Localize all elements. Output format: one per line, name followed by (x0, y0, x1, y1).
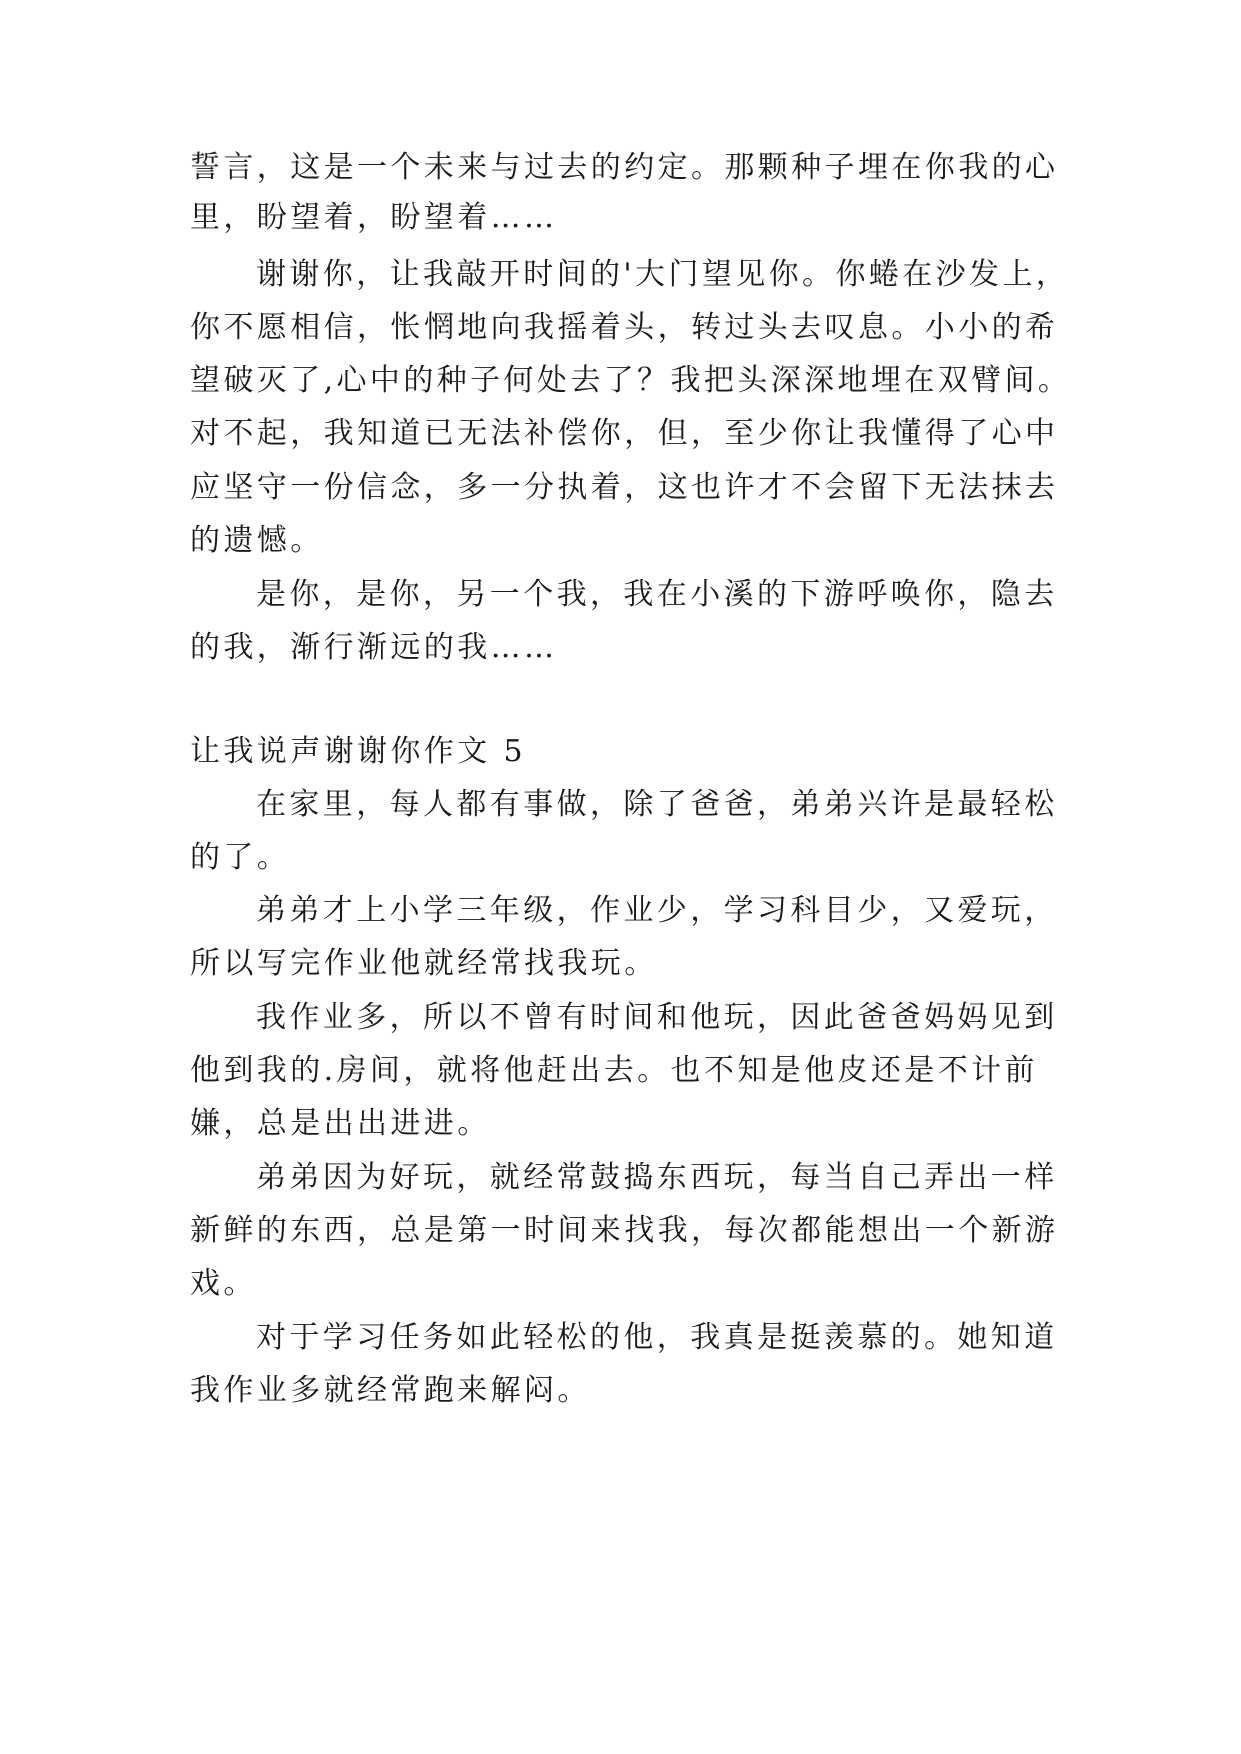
paragraph-line: 新鲜的东西，总是第一时间来找我，每次都能想出一个新游 (190, 1213, 1059, 1248)
paragraph-line: 你不愿相信，怅惘地向我摇着头，转过头去叹息。小小的希 (190, 310, 1059, 345)
paragraph-line: 在家里，每人都有事做，除了爸爸，弟弟兴许是最轻松 (256, 787, 1058, 822)
paragraph-line: 我作业多，所以不曾有时间和他玩，因此爸爸妈妈见到 (256, 1000, 1058, 1035)
paragraph-line: 里，盼望着，盼望着…… (190, 200, 558, 235)
paragraph-line: 誓言，这是一个未来与过去的约定。那颗种子埋在你我的心 (190, 150, 1059, 185)
paragraph-line: 他到我的.房间，就将他赶出去。也不知是他皮还是不计前 (190, 1053, 1038, 1088)
paragraph-line: 望破灭了,心中的种子何处去了？我把头深深地埋在双臂间。 (190, 363, 1072, 398)
paragraph-line: 的遗憾。 (190, 523, 324, 558)
paragraph-line: 戏。 (190, 1266, 257, 1301)
paragraph-line: 弟弟因为好玩，就经常鼓捣东西玩，每当自己弄出一样 (256, 1160, 1058, 1195)
paragraph-line: 弟弟才上小学三年级，作业少，学习科目少，又爱玩， (256, 893, 1058, 928)
paragraph-line: 对于学习任务如此轻松的他，我真是挺羡慕的。她知道 (256, 1320, 1058, 1355)
paragraph-line: 谢谢你，让我敲开时间的'大门望见你。你蜷在沙发上， (256, 257, 1070, 292)
paragraph-line: 所以写完作业他就经常找我玩。 (190, 946, 658, 981)
paragraph-line: 嫌，总是出出进进。 (190, 1106, 491, 1141)
section-heading: 让我说声谢谢你作文 5 (190, 734, 527, 769)
paragraph-line: 的了。 (190, 840, 291, 875)
paragraph-line: 应坚守一份信念，多一分执着，这也许才不会留下无法抹去 (190, 470, 1059, 505)
paragraph-line: 的我，渐行渐远的我…… (190, 630, 558, 665)
paragraph-line: 我作业多就经常跑来解闷。 (190, 1373, 591, 1408)
paragraph-line: 对不起，我知道已无法补偿你，但，至少你让我懂得了心中 (190, 416, 1059, 451)
paragraph-line: 是你，是你，另一个我，我在小溪的下游呼唤你，隐去 (256, 577, 1058, 612)
